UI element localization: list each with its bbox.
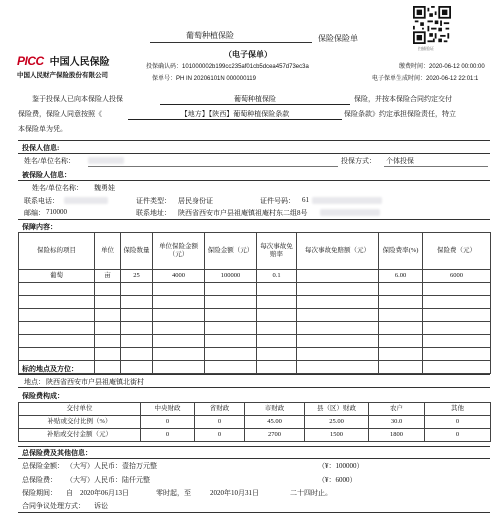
coverage-cell [205,348,257,361]
coverage-cell [297,296,379,309]
coverage-cell [19,322,95,335]
premium-header-cell: 中央财政 [141,403,195,416]
coverage-cell [19,335,95,348]
coverage-cell [297,309,379,322]
policyholder-section: 投保人信息: [22,144,60,152]
table-row-empty [19,283,491,296]
confirm-label: 投保确认码： [146,64,183,70]
coverage-header-cell: 每次事故免赔率 [257,233,297,270]
location-label: 地点： [24,378,45,386]
coverage-header-cell: 保险标的项目 [19,233,95,270]
intro-line2-a: 保险费，保险人同意按照《 [18,110,102,118]
coverage-cell [297,283,379,296]
coverage-cell: 0.1 [257,270,297,283]
coverage-header-cell: 保险费（元） [423,233,491,270]
premium-cell: 0 [425,429,491,442]
coverage-cell [423,296,491,309]
period-to: 2020年10月31日 [210,489,259,497]
sum-number: （¥：100000） [318,462,364,470]
gen-time [372,73,478,82]
location-value: 陕西省西安市户县祖庵镇北街村 [46,378,144,386]
id-no-value: 61 [302,196,309,204]
coverage-cell [153,348,205,361]
policy-number [152,73,256,82]
coverage-cell [257,361,297,374]
divider [18,512,490,513]
sum-capital: （大写）人民币：壹拾万元整 [66,462,157,470]
coverage-cell [121,348,153,361]
coverage-cell [257,348,297,361]
coverage-cell: 4000 [153,270,205,283]
subtitle: （电子保单） [224,50,272,59]
table-row-empty [19,322,491,335]
coverage-cell [297,348,379,361]
premium-cell: 补贴或交付金额（元） [19,429,141,442]
premium-header-cell: 县（区）财政 [305,403,369,416]
coverage-header-cell: 保险金额（元） [205,233,257,270]
premium-header-cell: 市财政 [245,403,305,416]
coverage-cell [19,348,95,361]
insured-section: 被保险人信息： [22,171,71,179]
coverage-cell [297,335,379,348]
coverage-cell [423,283,491,296]
coverage-cell [423,322,491,335]
coverage-header-row [19,233,491,270]
premium-cell: 补贴或交付比例（%） [19,416,141,429]
coverage-cell [379,335,423,348]
premium-capital: （大写）人民币：陆仟元整 [66,476,150,484]
pay-value: 2020-06-12 00:00:00 [429,64,485,70]
table-row-empty [19,296,491,309]
premium-cell: 30.0 [369,416,425,429]
divider [18,180,490,181]
coverage-table [18,232,491,374]
coverage-cell [379,348,423,361]
redacted-phone [64,197,108,204]
coverage-cell [19,309,95,322]
policyholder-name-label: 姓名/单位名称： [24,157,75,165]
redacted-address [320,209,380,216]
phone-label: 联系电话： [24,197,59,205]
premium-header-cell: 其他 [425,403,491,416]
coverage-cell [297,322,379,335]
confirm-value: 101000002b199cc235af01cb5dcea457d73ec3a [182,64,309,70]
intro-line1-a: 鉴于投保人已向本保险人投保 [32,95,123,103]
logo-brand: PICC [17,54,44,68]
coverage-cell: 25 [121,270,153,283]
coverage-cell [95,283,121,296]
premium-cell: 25.00 [305,416,369,429]
coverage-cell [205,322,257,335]
gen-label: 电子保单生成时间： [372,76,427,82]
coverage-cell [121,309,153,322]
premium-cell: 0 [195,416,245,429]
coverage-cell [257,296,297,309]
period-mid: 零时起，至 [156,489,191,497]
table-row-empty [19,348,491,361]
coverage-cell [205,283,257,296]
table-row-empty [19,335,491,348]
coverage-cell [379,283,423,296]
intro-line2-b: 保险条款》约定承担保险责任，特立 [344,110,456,118]
coverage-cell [95,322,121,335]
period-label: 保险期间： [22,489,57,497]
id-no-label: 证件号码： [260,197,295,205]
intro-line1-b: 保险，并按本保险合同约定交付 [354,95,452,103]
pay-time [399,61,485,70]
coverage-cell [153,296,205,309]
coverage-cell [121,335,153,348]
gen-value: 2020-06-12 22:01:1 [426,76,479,82]
divider [18,374,490,375]
coverage-cell [95,335,121,348]
coverage-cell [95,296,121,309]
coverage-header-cell: 保险费率(%) [379,233,423,270]
premium-cell: 0 [425,416,491,429]
coverage-cell: 葡萄 [19,270,95,283]
coverage-header-cell: 单位保险金额（元） [153,233,205,270]
coverage-cell [19,283,95,296]
coverage-cell [153,322,205,335]
method-label: 投保方式： [341,157,376,165]
qr-code-icon [413,6,451,44]
field-underline [384,166,488,167]
zip-label: 邮编： [24,209,45,217]
company-logo [17,52,110,70]
premium-header-cell: 省财政 [195,403,245,416]
premium-number: （¥：6000） [318,476,357,484]
coverage-cell [95,361,121,374]
coverage-cell [153,335,205,348]
coverage-cell: 100000 [205,270,257,283]
divider [18,153,490,154]
redacted-id [312,197,382,204]
title-underline [150,42,312,43]
premium-cell: 1500 [305,429,369,442]
premium-section: 保险费构成： [22,392,64,400]
coverage-cell [121,322,153,335]
coverage-cell [423,335,491,348]
premium-cell: 2700 [245,429,305,442]
qr-caption: 扫描验证 [418,46,434,51]
premium-label: 总保险费： [22,476,57,484]
coverage-cell [205,335,257,348]
title-product: 葡萄种植保险 [186,31,234,40]
dispute-label: 合同争议处理方式： [22,502,85,510]
coverage-cell [423,348,491,361]
intro-line3: 本保险单为凭。 [18,125,67,133]
coverage-cell: 6000 [423,270,491,283]
dispute-value: 诉讼 [94,502,108,510]
coverage-cell [153,309,205,322]
insured-name-label: 姓名/单位名称： [32,184,83,192]
coverage-cell [257,335,297,348]
divider [18,446,490,447]
coverage-cell [95,348,121,361]
totals-section: 总保险费及其他信息： [22,449,92,457]
sum-label: 总保险金额： [22,462,64,470]
premium-cell: 1800 [369,429,425,442]
coverage-cell [205,296,257,309]
table-row [19,429,491,442]
premium-cell: 45.00 [245,416,305,429]
policy-value: PH IN 20206101N 000000119 [176,76,256,82]
company-name: 中国人民财产保险股份有限公司 [17,72,108,79]
coverage-cell [205,309,257,322]
premium-cell: 0 [141,416,195,429]
location-section: 标的地点及方位： [22,365,78,373]
coverage-cell [379,309,423,322]
coverage-cell [423,309,491,322]
coverage-cell [121,283,153,296]
method-value: 个体投保 [386,157,414,165]
premium-table [18,402,491,442]
divider [18,458,490,459]
intro-clause: 【地方】【陕西】葡萄种植保险条款 [128,109,342,120]
premium-header-cell: 农户 [369,403,425,416]
zip-value: 710000 [46,208,67,216]
divider [18,219,490,220]
coverage-cell [257,309,297,322]
table-row [19,416,491,429]
table-row-empty [19,361,491,374]
table-row [19,270,491,283]
confirm-code [146,61,309,70]
premium-cell: 0 [141,429,195,442]
table-row-empty [19,309,491,322]
coverage-cell [297,270,379,283]
coverage-cell: 亩 [95,270,121,283]
coverage-header-cell: 保险数量 [121,233,153,270]
addr-label: 联系地址： [136,209,171,217]
coverage-cell [379,322,423,335]
premium-header-row [19,403,491,416]
intro-product: 葡萄种植保险 [160,94,350,105]
insured-name: 魏勇娃 [94,184,115,192]
title-policy: 保险保险单 [318,34,358,43]
coverage-header-cell: 单位 [95,233,121,270]
coverage-cell [19,296,95,309]
coverage-section: 保障内容： [22,223,57,231]
redacted-name [88,157,124,164]
premium-cell: 0 [195,429,245,442]
coverage-cell [121,296,153,309]
coverage-cell [153,283,205,296]
coverage-cell [257,322,297,335]
policy-label: 保单号： [152,76,177,82]
coverage-cell [121,361,153,374]
period-end: 二十四时止。 [290,489,332,497]
period-from: 自 2020年06月13日 [66,489,129,497]
coverage-cell [257,283,297,296]
field-underline [88,166,338,167]
coverage-cell [423,361,491,374]
premium-header-cell: 交付单位 [19,403,141,416]
id-type-value: 居民身份证 [178,197,213,205]
coverage-cell [297,361,379,374]
logo-cn: 中国人民保险 [49,57,110,68]
coverage-header-cell: 每次事故免赔额（元） [297,233,379,270]
coverage-cell [379,361,423,374]
id-type-label: 证件类型： [136,197,171,205]
divider [18,387,490,388]
coverage-cell [153,361,205,374]
coverage-cell [379,296,423,309]
addr-value: 陕西省西安市户县祖庵镇祖庵村东二组8号 [178,209,308,217]
coverage-cell [95,309,121,322]
divider [18,140,490,141]
coverage-cell: 6.00 [379,270,423,283]
pay-label: 缴费时间： [399,64,430,70]
coverage-cell [205,361,257,374]
